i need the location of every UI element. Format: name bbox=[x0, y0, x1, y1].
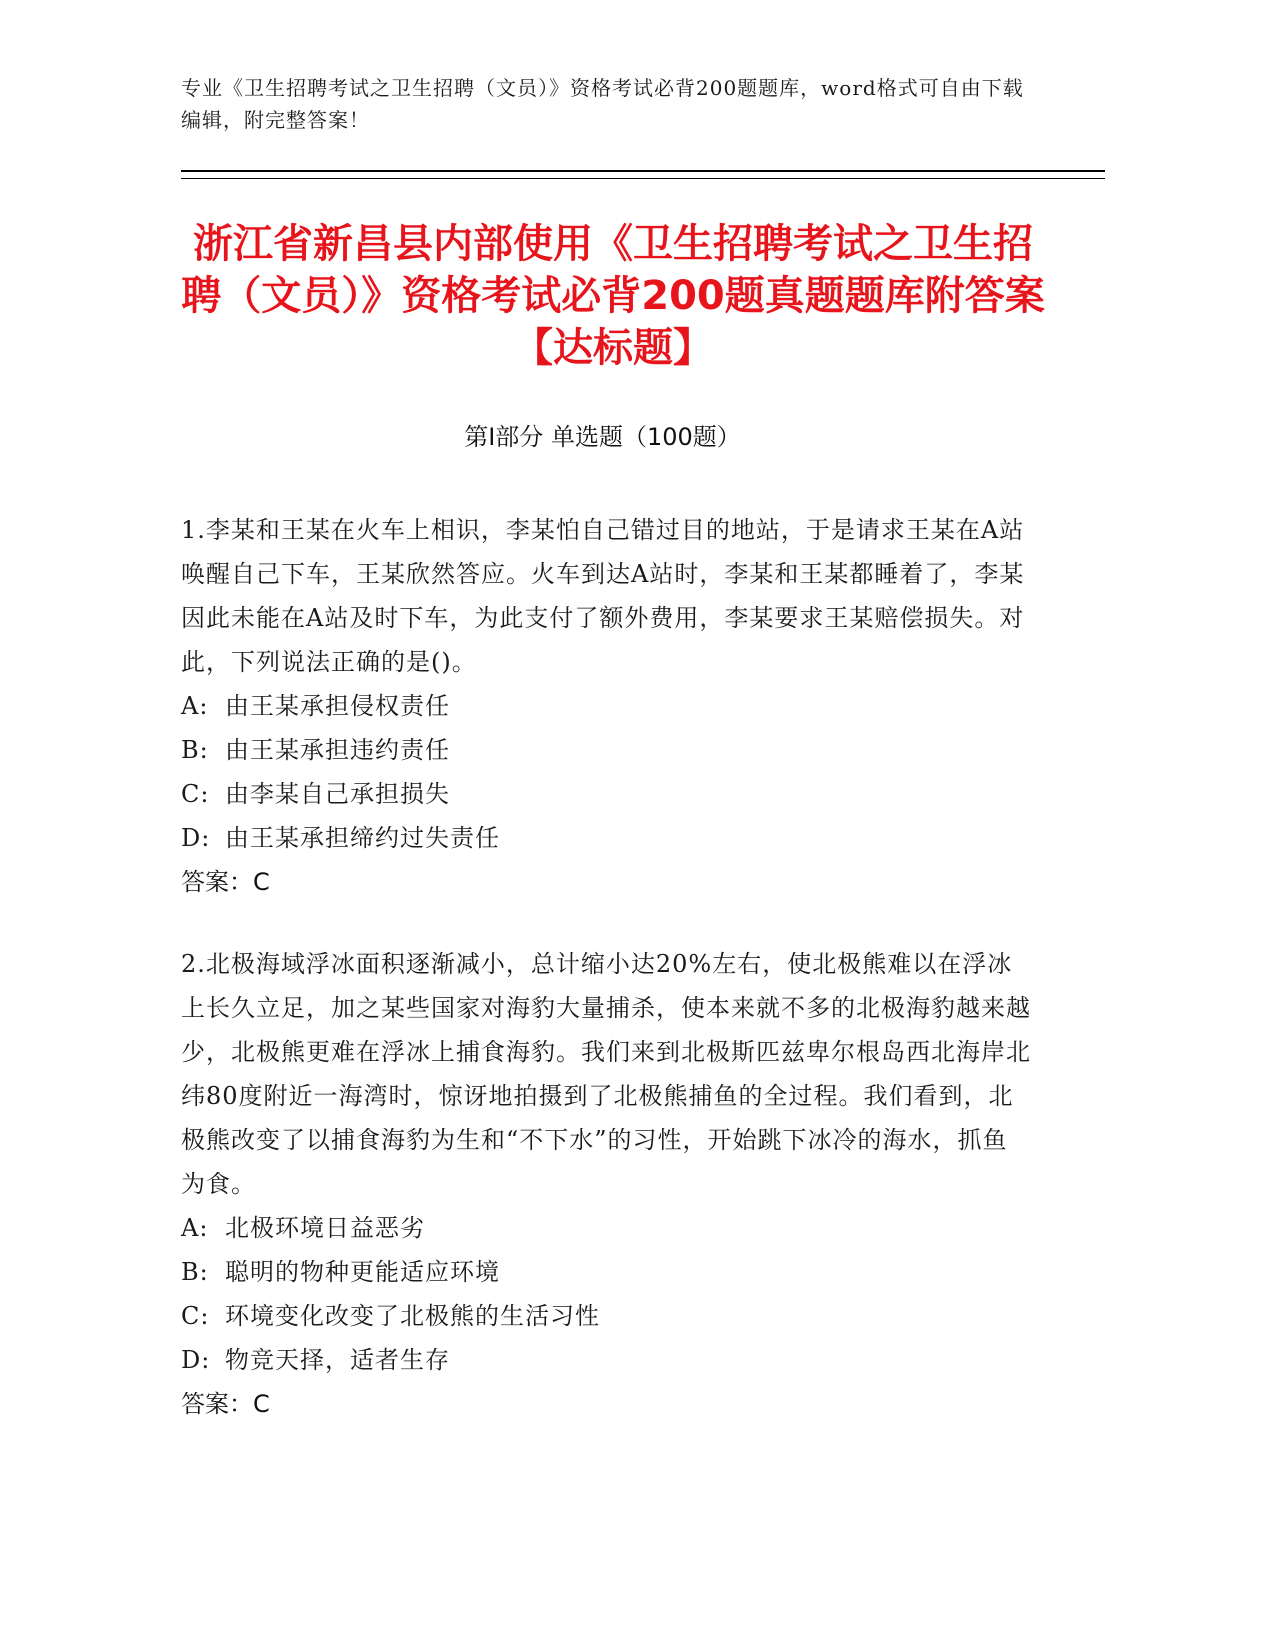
option-key: B: bbox=[181, 1258, 209, 1286]
option-text: 环境变化改变了北极熊的生活习性 bbox=[225, 1302, 600, 1330]
option-text: 由王某承担侵权责任 bbox=[225, 692, 450, 720]
option-d bbox=[181, 1338, 1031, 1382]
header-divider-thin bbox=[181, 178, 1105, 179]
section-title: 第Ⅰ部分 单选题（100题） bbox=[464, 423, 741, 451]
option-b bbox=[181, 1250, 1031, 1294]
option-c bbox=[181, 1294, 1031, 1338]
question-1 bbox=[181, 508, 1031, 904]
option-key: A: bbox=[181, 1214, 209, 1242]
question-stem: 1.李某和王某在火车上相识，李某怕自己错过目的地站，于是请求王某在A站唤醒自己下车，王某欣然答应。火车到达A站时，李某和王某都睡着了，李某因此未能在A站及时下车，为此支付了额外费用，李某要求王某赔偿损失。对此，下列说法正确的是()。 bbox=[181, 516, 1025, 676]
option-key: D: bbox=[181, 1346, 211, 1374]
document-title: 浙江省新昌县内部使用《卫生招聘考试之卫生招聘（文员）》资格考试必背200题真题题库附答案【达标题】 bbox=[181, 221, 1045, 371]
option-b bbox=[181, 728, 1031, 772]
answer-line: 答案：C bbox=[181, 868, 270, 896]
option-key: C: bbox=[181, 780, 210, 808]
option-text: 由王某承担缔约过失责任 bbox=[225, 824, 500, 852]
answer-line: 答案：C bbox=[181, 1390, 270, 1418]
option-key: A: bbox=[181, 692, 209, 720]
header-divider-thick bbox=[181, 170, 1105, 172]
question-2 bbox=[181, 942, 1031, 1426]
option-a bbox=[181, 684, 1031, 728]
option-c bbox=[181, 772, 1031, 816]
option-key: D: bbox=[181, 824, 211, 852]
option-text: 由李某自己承担损失 bbox=[225, 780, 450, 808]
option-text: 物竞天择，适者生存 bbox=[225, 1346, 450, 1374]
header-note: 专业《卫生招聘考试之卫生招聘（文员）》资格考试必背200题题库，word格式可自由下载编辑，附完整答案！ bbox=[181, 76, 1024, 132]
question-stem: 2.北极海域浮冰面积逐渐减小，总计缩小达20%左右，使北极熊难以在浮冰上长久立足，加之某些国家对海豹大量捕杀，使本来就不多的北极海豹越来越少，北极熊更难在浮冰上捕食海豹。我们来到北极斯匹兹卑尔根岛西北海岸北纬80度附近一海湾时，惊讶地拍摄到了北极熊捕鱼的全过程。我们看到，北极熊改变了以捕食海豹为生和“不下水”的习性，开始跳下冰冷的海水，抓鱼为食。 bbox=[181, 950, 1031, 1198]
option-text: 由王某承担违约责任 bbox=[225, 736, 450, 764]
option-text: 聪明的物种更能适应环境 bbox=[225, 1258, 500, 1286]
option-a bbox=[181, 1206, 1031, 1250]
option-key: C: bbox=[181, 1302, 210, 1330]
option-d bbox=[181, 816, 1031, 860]
option-key: B: bbox=[181, 736, 209, 764]
option-text: 北极环境日益恶劣 bbox=[225, 1214, 425, 1242]
